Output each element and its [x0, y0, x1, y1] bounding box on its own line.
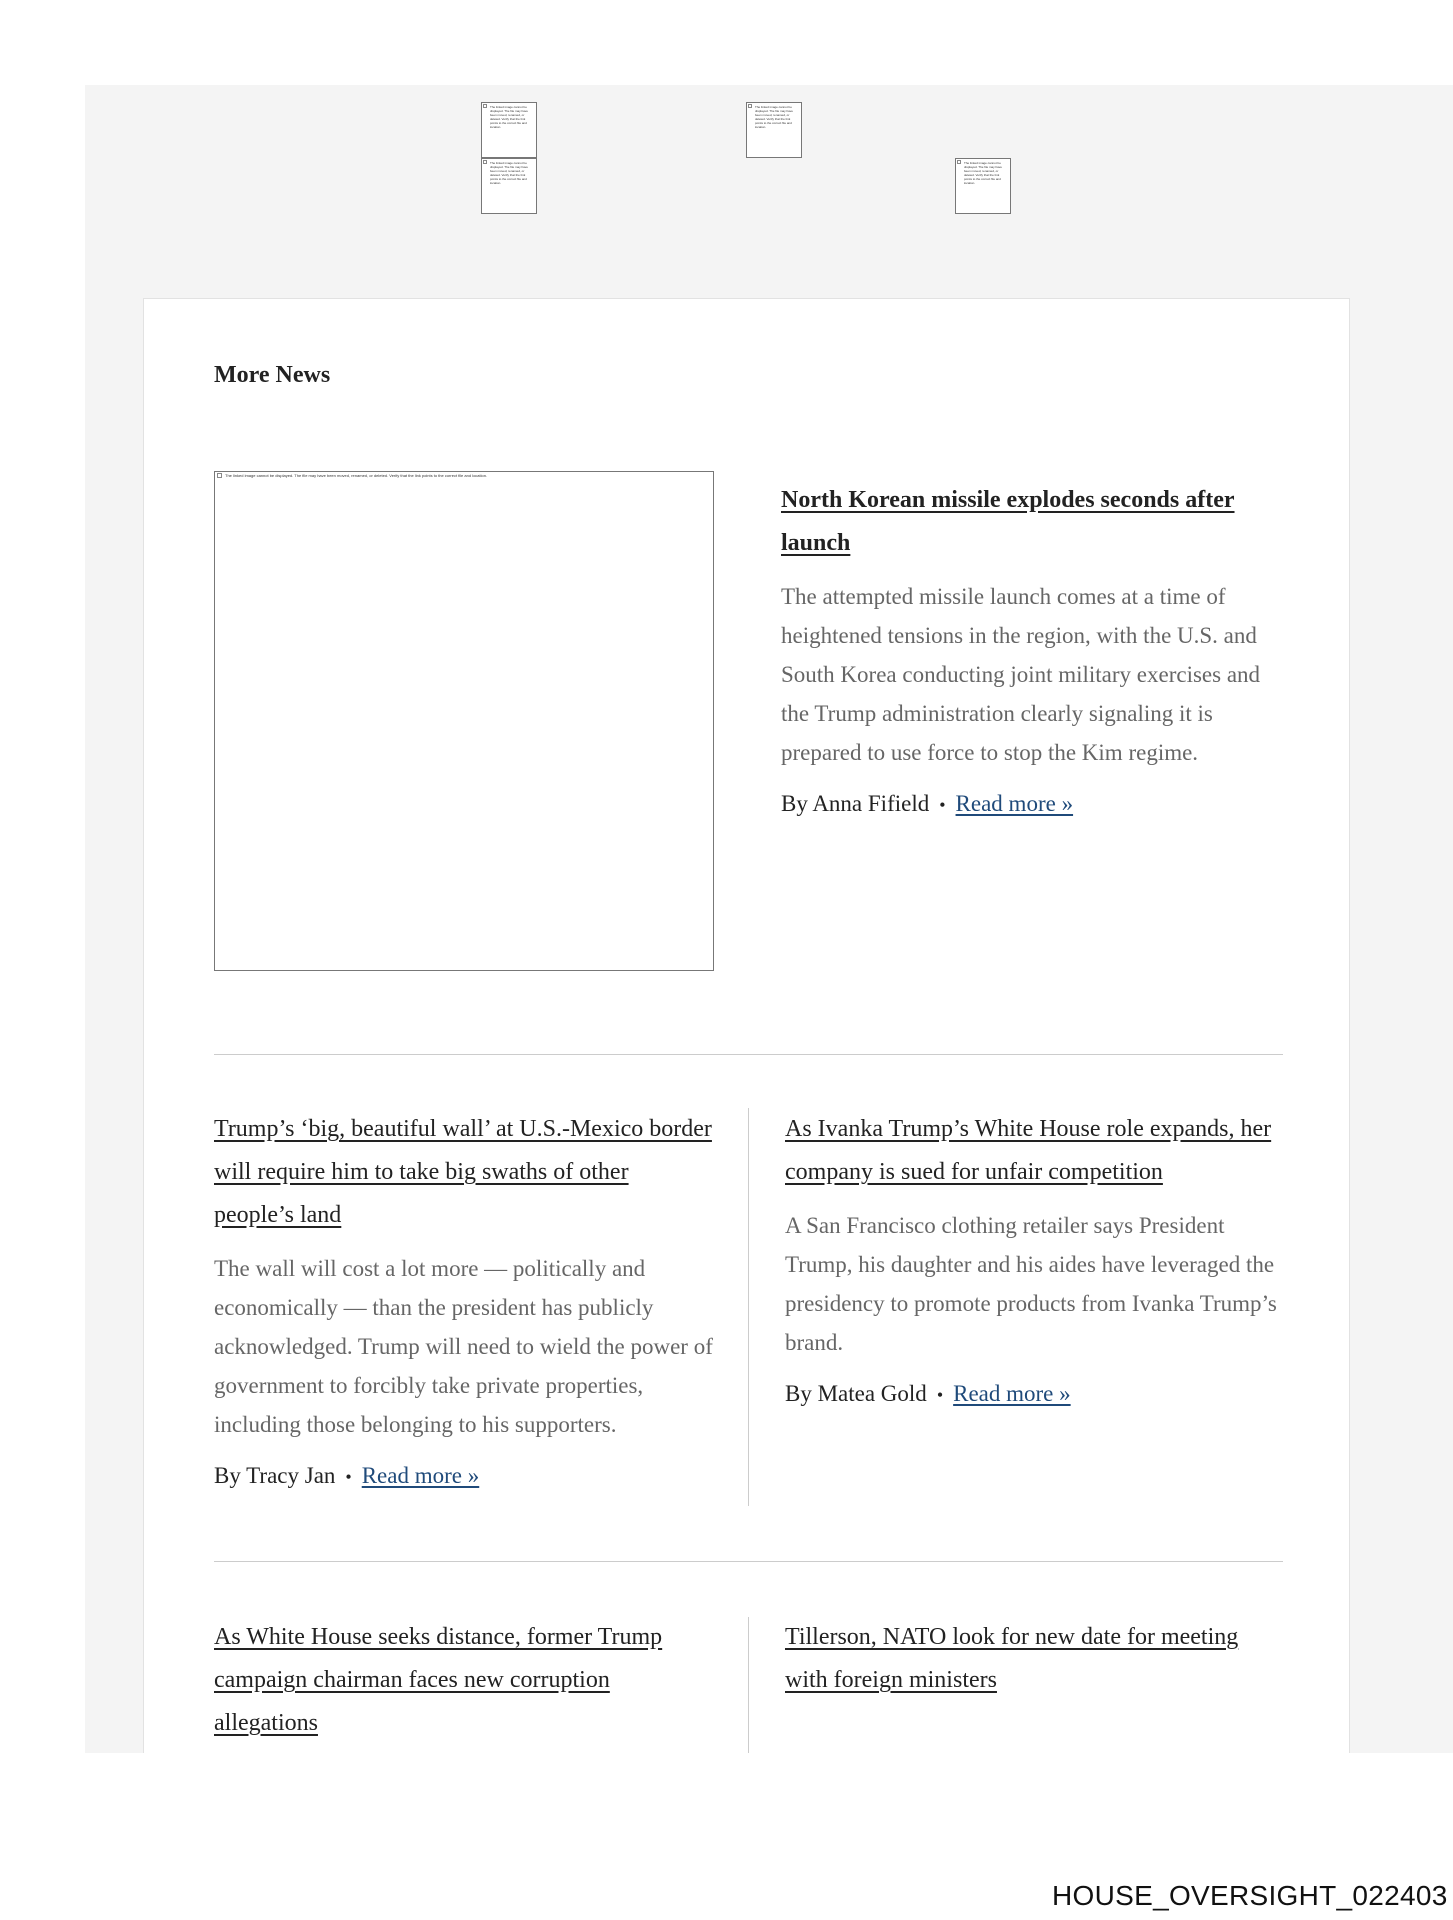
broken-image-placeholder: [955, 158, 1011, 214]
document-stamp: HOUSE_OVERSIGHT_022403: [1052, 1880, 1448, 1911]
divider: [214, 1054, 1283, 1055]
column-divider: [748, 1617, 749, 1753]
divider: [214, 1561, 1283, 1562]
broken-image-icon: [957, 160, 961, 164]
article-card: [785, 1108, 1285, 1411]
broken-image-placeholder: [746, 102, 802, 158]
broken-image-icon: [483, 104, 487, 108]
placeholder-caption: The linked image cannot be displayed. The file may have been moved, renamed, or deleted. Verify that the link points to the correct file and location.: [755, 105, 793, 129]
article-card: [785, 1616, 1285, 1702]
read-more-link[interactable]: Read more »: [953, 1381, 1071, 1406]
broken-image-icon: [748, 104, 752, 108]
article-headline-link[interactable]: Tillerson, NATO look for new date for meeting with foreign ministers: [785, 1624, 1239, 1693]
column-divider: [748, 1108, 749, 1506]
article-summary: The wall will cost a lot more — politically and economically — than the president has publicly acknowledged. Trump will need to wield the power of government to forcibly take private properties, including those belonging to his supporters.: [214, 1256, 713, 1437]
page-background: [85, 85, 1453, 1753]
separator-dot: •: [936, 1385, 944, 1405]
lead-article: [781, 479, 1281, 821]
broken-image-icon: [483, 160, 487, 164]
placeholder-caption: The linked image cannot be displayed. The file may have been moved, renamed, or deleted. Verify that the link points to the correct file and location.: [225, 473, 488, 478]
article-headline-link[interactable]: Trump’s ‘big, beautiful wall’ at U.S.-Mexico border will require him to take big swaths of other people’s land: [214, 1116, 712, 1228]
separator-dot: •: [345, 1467, 352, 1487]
broken-image-placeholder: [481, 102, 537, 158]
separator-dot: •: [939, 795, 946, 815]
article-headline-link[interactable]: As White House seeks distance, former Trump campaign chairman faces new corruption allegations: [214, 1624, 663, 1736]
article-byline: [214, 1460, 714, 1493]
author: By Matea Gold: [785, 1381, 927, 1406]
broken-image-placeholder: [481, 158, 537, 214]
read-more-link[interactable]: Read more »: [955, 791, 1074, 816]
placeholder-caption: The linked image cannot be displayed. The file may have been moved, renamed, or deleted. Verify that the link points to the correct file and location.: [490, 105, 528, 129]
more-news-card: [143, 298, 1350, 1753]
broken-image-icon: [217, 473, 222, 478]
author: By Anna Fifield: [781, 791, 930, 816]
article-card: [214, 1108, 714, 1493]
article-headline-link[interactable]: As Ivanka Trump’s White House role expands, her company is sued for unfair competition: [785, 1116, 1272, 1185]
placeholder-caption: The linked image cannot be displayed. The file may have been moved, renamed, or deleted. Verify that the link points to the correct file and location.: [490, 161, 528, 185]
article-summary: A San Francisco clothing retailer says President Trump, his daughter and his aides have leveraged the presidency to promote products from Ivanka Trump’s brand.: [785, 1213, 1277, 1355]
read-more-link[interactable]: Read more »: [361, 1463, 480, 1488]
section-title: More News: [214, 362, 331, 388]
placeholder-caption: The linked image cannot be displayed. The file may have been moved, renamed, or deleted. Verify that the link points to the correct file and location.: [964, 161, 1002, 185]
article-card: [214, 1616, 714, 1745]
lead-article-image: [214, 471, 714, 971]
article-summary: The attempted missile launch comes at a time of heightened tensions in the region, with the U.S. and South Korea conducting joint military exercises and the Trump administration clearly signaling it is prepared to use force to stop the Kim regime.: [781, 584, 1261, 765]
article-byline: [785, 1378, 1285, 1411]
author: By Tracy Jan: [214, 1463, 336, 1488]
article-byline: [781, 788, 1281, 821]
article-headline-link[interactable]: North Korean missile explodes seconds after launch: [781, 487, 1235, 556]
